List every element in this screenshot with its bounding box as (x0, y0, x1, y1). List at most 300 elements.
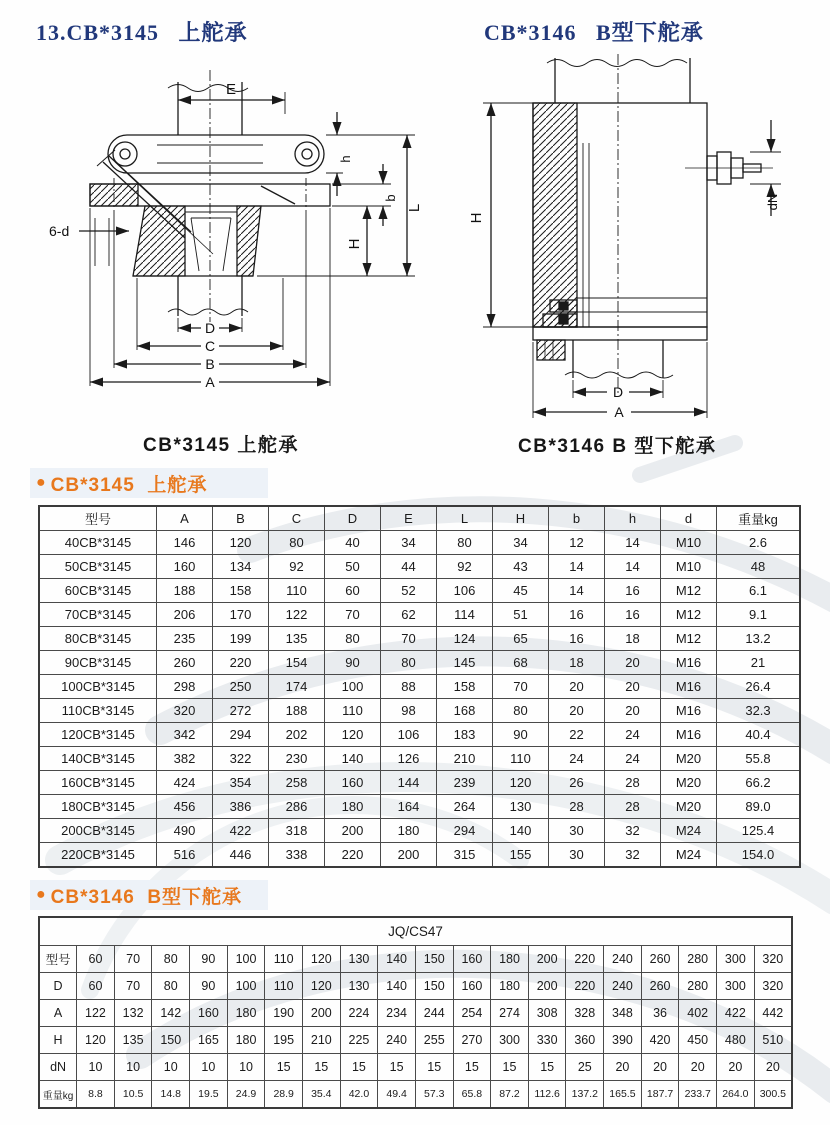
table-cell: 40 (325, 531, 381, 555)
table-cell: 164 (381, 795, 437, 819)
table-cell: 300.5 (754, 1081, 792, 1109)
table-cell: 155 (493, 843, 549, 868)
table-cell: 456 (157, 795, 213, 819)
table-cell: 250 (213, 675, 269, 699)
table-cell: 10 (227, 1054, 265, 1081)
table-row (39, 1000, 792, 1027)
table-cell: 258 (269, 771, 325, 795)
dim-label-A2: A (614, 404, 624, 420)
table-cell: 52 (381, 579, 437, 603)
table-cell: 60 (77, 973, 115, 1000)
table-cell: 165.5 (604, 1081, 642, 1109)
table-cell: 272 (213, 699, 269, 723)
table-cell: 188 (269, 699, 325, 723)
table-cell: 70 (381, 627, 437, 651)
table-cell: 308 (528, 1000, 566, 1027)
table-cell: 43 (493, 555, 549, 579)
column-header: H (493, 506, 549, 531)
table-cell: 490 (157, 819, 213, 843)
table-cell: 125.4 (717, 819, 801, 843)
table-cell: 80 (152, 973, 190, 1000)
table-cell: 50 (325, 555, 381, 579)
table-cell: M24 (661, 819, 717, 843)
table-cell: 6.1 (717, 579, 801, 603)
table-cell: 16 (605, 579, 661, 603)
table-cell: 88 (381, 675, 437, 699)
table-cell: 65 (493, 627, 549, 651)
section-header-upper (30, 468, 268, 498)
table-cell: 12 (549, 531, 605, 555)
table-cell: 30 (549, 819, 605, 843)
dim-label-B: B (205, 356, 215, 372)
table-cell: 110 (493, 747, 549, 771)
table-cell: 40CB*3145 (39, 531, 157, 555)
table-row (39, 819, 800, 843)
table-cell: 225 (340, 1027, 378, 1054)
table-cell: 20 (641, 1054, 679, 1081)
table-cell: M16 (661, 651, 717, 675)
table-cell: 220 (213, 651, 269, 675)
table-cell: 122 (77, 1000, 115, 1027)
table-cell: M20 (661, 747, 717, 771)
table-cell: 90 (190, 973, 228, 1000)
table-cell: 15 (340, 1054, 378, 1081)
table-cell: 234 (378, 1000, 416, 1027)
table-cell: 42.0 (340, 1081, 378, 1109)
table-cell: 137.2 (566, 1081, 604, 1109)
table-cell: 30 (549, 843, 605, 868)
table-cell: 60 (325, 579, 381, 603)
table-cell: 132 (114, 1000, 152, 1027)
column-header: h (605, 506, 661, 531)
table-cell: 70 (114, 946, 152, 973)
table-cell: 14.8 (152, 1081, 190, 1109)
table-cell: 20 (549, 699, 605, 723)
table-row (39, 723, 800, 747)
table-cell: 422 (213, 819, 269, 843)
dim-label-D2: D (612, 384, 624, 400)
table-cell: 34 (493, 531, 549, 555)
table-cell: 18 (605, 627, 661, 651)
table-cell: 188 (157, 579, 213, 603)
table-cell: 20 (605, 675, 661, 699)
table-cell: 32 (605, 843, 661, 868)
table-cell: 210 (302, 1027, 340, 1054)
table-cell: 360 (566, 1027, 604, 1054)
table-cell: 70 (493, 675, 549, 699)
dim-label-h-small: h (338, 155, 353, 163)
table-cell: 200 (381, 843, 437, 868)
table-cell: 206 (157, 603, 213, 627)
table-cell: 180CB*3145 (39, 795, 157, 819)
table-cell: 145 (437, 651, 493, 675)
table-cell: 322 (213, 747, 269, 771)
table-cell: 386 (213, 795, 269, 819)
table-cell: 260 (641, 973, 679, 1000)
table-cell: 348 (604, 1000, 642, 1027)
table-cell: 50CB*3145 (39, 555, 157, 579)
table-cell: 180 (381, 819, 437, 843)
table-cell: 14 (549, 555, 605, 579)
table-cell: 442 (754, 1000, 792, 1027)
table-cell: 28 (605, 771, 661, 795)
table-cell: 20 (717, 1054, 755, 1081)
table-cell: 120CB*3145 (39, 723, 157, 747)
table-cell: M10 (661, 555, 717, 579)
table-cell: 34 (381, 531, 437, 555)
table-row (39, 603, 800, 627)
table-cell: 60CB*3145 (39, 579, 157, 603)
column-header: 型号 (39, 506, 157, 531)
drawing-caption-right: CB*3146 B 型下舵承 (518, 436, 717, 457)
table-cell: 260 (157, 651, 213, 675)
table-cell: 45 (493, 579, 549, 603)
table-cell: 10 (114, 1054, 152, 1081)
table-cell: 14 (605, 555, 661, 579)
table-cell: 158 (213, 579, 269, 603)
table-cell: 20 (605, 699, 661, 723)
table-cell: 68 (493, 651, 549, 675)
table-cell: 174 (269, 675, 325, 699)
table-cell: 40.4 (717, 723, 801, 747)
table-cell: 51 (493, 603, 549, 627)
row-header: H (39, 1027, 77, 1054)
table-cell: 150 (415, 973, 453, 1000)
dim-label-b: b (383, 194, 398, 202)
lower-bearing-drawing (455, 48, 790, 428)
table-cell: 55.8 (717, 747, 801, 771)
table-cell: 25 (566, 1054, 604, 1081)
table-cell: 220 (325, 843, 381, 868)
table-row (39, 917, 792, 946)
row-header: 重量kg (39, 1081, 77, 1109)
table-cell: 220 (566, 973, 604, 1000)
table-cell: 516 (157, 843, 213, 868)
table-cell: 80 (152, 946, 190, 973)
table-cell: M12 (661, 627, 717, 651)
row-header: A (39, 1000, 77, 1027)
table-cell: 110CB*3145 (39, 699, 157, 723)
table-cell: 15 (302, 1054, 340, 1081)
table-row (39, 973, 792, 1000)
table-cell: 264 (437, 795, 493, 819)
table-cell: 202 (269, 723, 325, 747)
table-cell: 100CB*3145 (39, 675, 157, 699)
table-cell: 424 (157, 771, 213, 795)
table-cell: 154.0 (717, 843, 801, 868)
table-cell: 90 (493, 723, 549, 747)
table-cell: 140 (493, 819, 549, 843)
table-cell: 480 (717, 1027, 755, 1054)
table-cell: 294 (213, 723, 269, 747)
table-cell: 160 (453, 973, 491, 1000)
table-cell: 36 (641, 1000, 679, 1027)
column-header: A (157, 506, 213, 531)
table-cell: 80 (493, 699, 549, 723)
table-row (39, 1081, 792, 1109)
table-cell: 24 (549, 747, 605, 771)
table-cell: 10.5 (114, 1081, 152, 1109)
table-cell: 160 (190, 1000, 228, 1027)
table-cell: 70CB*3145 (39, 603, 157, 627)
lower-bearing-table-body (39, 917, 792, 1108)
table-cell: 32.3 (717, 699, 801, 723)
table-row (39, 555, 800, 579)
table-cell: 183 (437, 723, 493, 747)
table-cell: 300 (717, 946, 755, 973)
table-cell: 24 (605, 747, 661, 771)
table-cell: 420 (641, 1027, 679, 1054)
table-cell: 158 (437, 675, 493, 699)
table-cell: 144 (381, 771, 437, 795)
table-cell: 14 (549, 579, 605, 603)
table-cell: 9.1 (717, 603, 801, 627)
table-cell: 15 (528, 1054, 566, 1081)
upper-bearing-table-body (39, 506, 800, 867)
page-title-left: 13.CB*3145 上舵承 (36, 20, 248, 45)
table-cell: 224 (340, 1000, 378, 1027)
table-cell: 446 (213, 843, 269, 868)
table-cell: 300 (491, 1027, 529, 1054)
table-cell: 510 (754, 1027, 792, 1054)
table-cell: 200 (302, 1000, 340, 1027)
table-cell: 342 (157, 723, 213, 747)
table-cell: 422 (717, 1000, 755, 1027)
dim-label-A: A (205, 374, 215, 390)
table-cell: M16 (661, 699, 717, 723)
column-header: B (213, 506, 269, 531)
table-cell: 57.3 (415, 1081, 453, 1109)
table-cell: 16 (605, 603, 661, 627)
page-title-right: CB*3146 B型下舵承 (484, 20, 704, 45)
table-cell: 35.4 (302, 1081, 340, 1109)
table-cell: 26.4 (717, 675, 801, 699)
table-cell: 110 (265, 946, 303, 973)
table-cell: 298 (157, 675, 213, 699)
column-header: C (269, 506, 325, 531)
lower-bearing-table (38, 916, 793, 1109)
table-cell: 80 (437, 531, 493, 555)
table-cell: 24.9 (227, 1081, 265, 1109)
table-cell: 180 (491, 973, 529, 1000)
table-cell: M16 (661, 675, 717, 699)
dim-label-holes: 6-d (49, 223, 70, 239)
bullet-icon: ● (36, 886, 46, 903)
table-cell: 240 (604, 946, 642, 973)
table-cell: 180 (227, 1000, 265, 1027)
row-header: 型号 (39, 946, 77, 973)
table-cell: 294 (437, 819, 493, 843)
table-cell: 235 (157, 627, 213, 651)
table-cell: 80CB*3145 (39, 627, 157, 651)
table-cell: 20 (754, 1054, 792, 1081)
table-cell: 450 (679, 1027, 717, 1054)
table-cell: 110 (269, 579, 325, 603)
table-row (39, 747, 800, 771)
table-cell: 286 (269, 795, 325, 819)
table-cell: 150 (152, 1027, 190, 1054)
table-cell: M10 (661, 531, 717, 555)
column-header: 重量kg (717, 506, 801, 531)
table-cell: 255 (415, 1027, 453, 1054)
table-cell: 87.2 (491, 1081, 529, 1109)
table-cell: 130 (340, 946, 378, 973)
bullet-icon: ● (36, 474, 46, 491)
table-cell: 354 (213, 771, 269, 795)
table-cell: 239 (437, 771, 493, 795)
table-cell: 264.0 (717, 1081, 755, 1109)
table-cell: 49.4 (378, 1081, 416, 1109)
table-cell: 100 (227, 946, 265, 973)
table-cell: 89.0 (717, 795, 801, 819)
table-cell: M12 (661, 579, 717, 603)
table-cell: 62 (381, 603, 437, 627)
table-cell: 21 (717, 651, 801, 675)
table-cell: 140CB*3145 (39, 747, 157, 771)
table-cell: 8.8 (77, 1081, 115, 1109)
section-header-lower (30, 880, 268, 910)
table-cell: 120 (493, 771, 549, 795)
table-cell: 160 (325, 771, 381, 795)
table-row (39, 627, 800, 651)
standard-header-cell: JQ/CS47 (39, 917, 792, 946)
drawing-caption-left: CB*3145 上舵承 (143, 435, 299, 456)
table-cell: 19.5 (190, 1081, 228, 1109)
table-header-row (39, 506, 800, 531)
table-cell: 260 (641, 946, 679, 973)
table-cell: 26 (549, 771, 605, 795)
table-cell: 80 (381, 651, 437, 675)
table-cell: 10 (77, 1054, 115, 1081)
table-row (39, 699, 800, 723)
table-row (39, 531, 800, 555)
dim-label-e: E (225, 81, 237, 98)
table-cell: 210 (437, 747, 493, 771)
table-cell: 70 (325, 603, 381, 627)
table-cell: 70 (114, 973, 152, 1000)
table-cell: 160 (157, 555, 213, 579)
table-cell: 10 (152, 1054, 190, 1081)
table-cell: 15 (378, 1054, 416, 1081)
table-cell: 230 (269, 747, 325, 771)
table-cell: 254 (453, 1000, 491, 1027)
table-cell: 100 (325, 675, 381, 699)
table-cell: 338 (269, 843, 325, 868)
table-cell: 100 (227, 973, 265, 1000)
table-cell: 200 (528, 946, 566, 973)
upper-bearing-drawing (45, 66, 455, 406)
table-cell: 80 (325, 627, 381, 651)
table-cell: 200 (325, 819, 381, 843)
table-cell: 140 (378, 973, 416, 1000)
table-row (39, 675, 800, 699)
table-cell: 280 (679, 946, 717, 973)
table-cell: 126 (381, 747, 437, 771)
table-row (39, 1054, 792, 1081)
table-cell: 80 (269, 531, 325, 555)
table-cell: M24 (661, 843, 717, 868)
table-cell: 18 (549, 651, 605, 675)
table-cell: 16 (549, 627, 605, 651)
table-cell: 220CB*3145 (39, 843, 157, 868)
table-row (39, 946, 792, 973)
table-cell: 66.2 (717, 771, 801, 795)
dim-label-L: L (406, 203, 423, 213)
table-cell: 32 (605, 819, 661, 843)
table-cell: 402 (679, 1000, 717, 1027)
table-cell: 48 (717, 555, 801, 579)
table-cell: 140 (325, 747, 381, 771)
table-cell: 90 (325, 651, 381, 675)
table-cell: 135 (269, 627, 325, 651)
table-cell: M12 (661, 603, 717, 627)
table-cell: 140 (378, 946, 416, 973)
table-cell: 120 (302, 946, 340, 973)
table-cell: 60 (77, 946, 115, 973)
table-cell: 320 (754, 973, 792, 1000)
column-header: d (661, 506, 717, 531)
table-cell: 146 (157, 531, 213, 555)
table-row (39, 795, 800, 819)
table-cell: 120 (302, 973, 340, 1000)
table-cell: 240 (604, 973, 642, 1000)
column-header: E (381, 506, 437, 531)
table-cell: 160CB*3145 (39, 771, 157, 795)
table-cell: 114 (437, 603, 493, 627)
table-cell: 135 (114, 1027, 152, 1054)
table-cell: 200 (528, 973, 566, 1000)
section-title-lower: CB*3146 B型下舵承 (50, 886, 243, 908)
table-cell: 300 (717, 973, 755, 1000)
table-cell: 170 (213, 603, 269, 627)
table-cell: 98 (381, 699, 437, 723)
table-cell: 320 (754, 946, 792, 973)
table-cell: 120 (325, 723, 381, 747)
table-cell: M20 (661, 795, 717, 819)
column-header: D (325, 506, 381, 531)
table-cell: 150 (415, 946, 453, 973)
table-cell: 22 (549, 723, 605, 747)
table-cell: 14 (605, 531, 661, 555)
table-cell: M16 (661, 723, 717, 747)
table-cell: 90CB*3145 (39, 651, 157, 675)
table-cell: 20 (604, 1054, 642, 1081)
table-cell: 165 (190, 1027, 228, 1054)
table-cell: 10 (190, 1054, 228, 1081)
table-cell: 270 (453, 1027, 491, 1054)
table-cell: 315 (437, 843, 493, 868)
table-cell: 180 (491, 946, 529, 973)
table-cell: 44 (381, 555, 437, 579)
table-cell: 15 (265, 1054, 303, 1081)
section-title-upper: CB*3145 上舵承 (50, 474, 208, 496)
table-cell: 20 (679, 1054, 717, 1081)
table-cell: 110 (325, 699, 381, 723)
table-cell: 130 (340, 973, 378, 1000)
dim-label-D: D (204, 320, 216, 336)
table-cell: 180 (325, 795, 381, 819)
table-cell: 154 (269, 651, 325, 675)
table-cell: 124 (437, 627, 493, 651)
table-cell: 28 (605, 795, 661, 819)
table-cell: 15 (491, 1054, 529, 1081)
table-cell: 2.6 (717, 531, 801, 555)
table-row (39, 771, 800, 795)
table-row (39, 579, 800, 603)
table-cell: 274 (491, 1000, 529, 1027)
table-cell: 244 (415, 1000, 453, 1027)
table-cell: 233.7 (679, 1081, 717, 1109)
